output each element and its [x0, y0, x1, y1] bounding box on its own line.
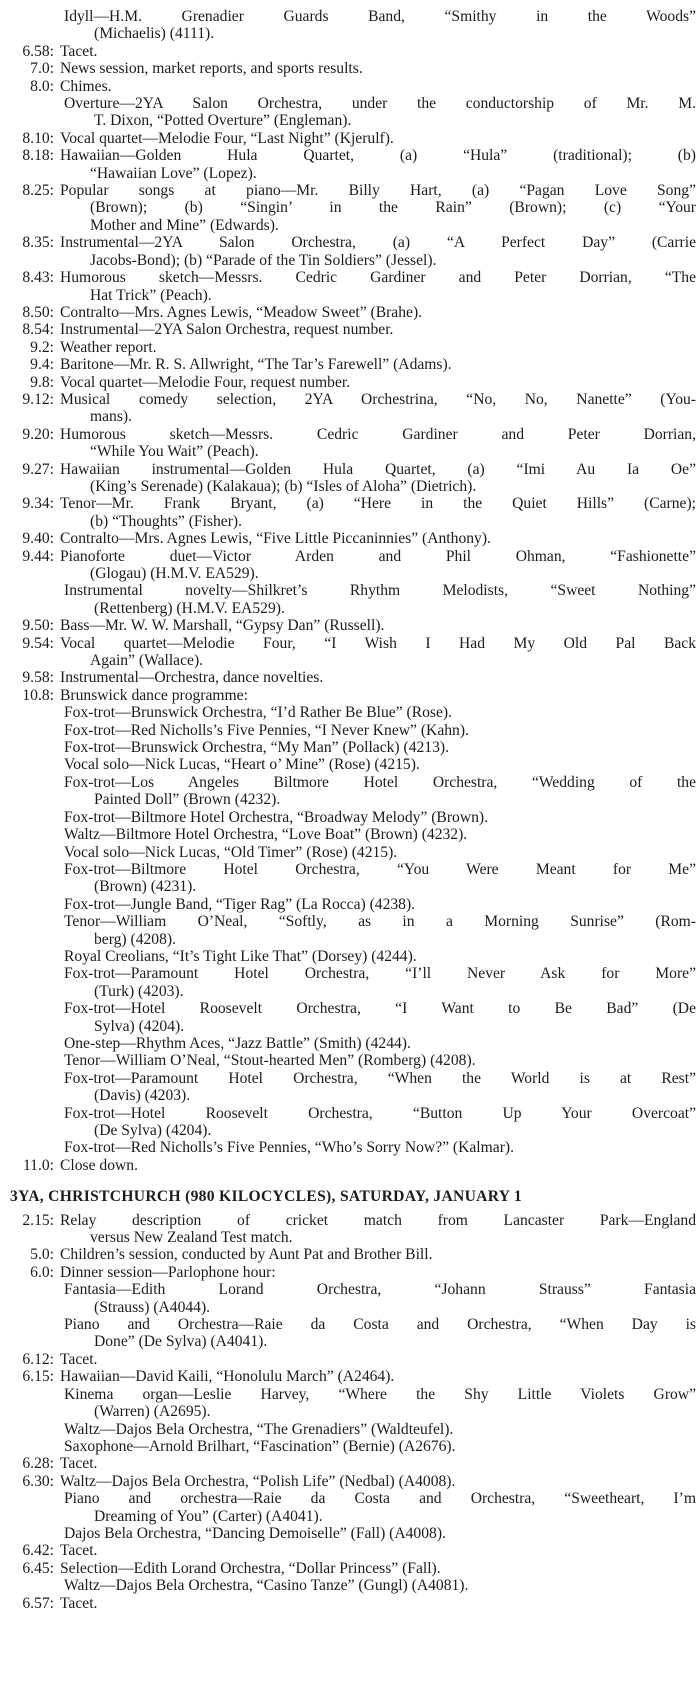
programme-section-2ya — [0, 8, 696, 1174]
programme-entry — [0, 948, 696, 965]
programme-entry — [0, 913, 696, 948]
entry-text — [60, 687, 696, 704]
entry-line: (Turk) (4203). — [94, 982, 184, 1000]
entry-line: Dreaming of You” (Carter) (A4041). — [94, 1507, 323, 1525]
programme-entry — [0, 43, 696, 60]
entry-line: berg) (4208). — [94, 930, 176, 948]
entry-line: Fox-trot—Biltmore Hotel Orchestra, “You Were Meant for Me” — [64, 860, 696, 878]
entry-time: 9.40: — [22, 530, 54, 548]
entry-text — [60, 130, 696, 147]
entry-line: Vocal solo—Nick Lucas, “Heart o’ Mine” (Rose) (4215). — [64, 756, 420, 774]
entry-time: 9.12: — [22, 390, 54, 408]
entry-line: Tacet. — [60, 42, 98, 60]
entry-text — [60, 495, 696, 530]
entry-text — [60, 1000, 696, 1035]
entry-text — [60, 722, 696, 739]
programme-entry — [0, 1281, 696, 1316]
entry-text — [60, 304, 696, 321]
entry-text — [60, 95, 696, 130]
programme-entry — [0, 78, 696, 95]
entry-line: Relay description of cricket match from Lancaster Park—England — [60, 1211, 696, 1229]
programme-entry — [0, 1560, 696, 1577]
programme-entry — [0, 1473, 696, 1490]
entry-line: Royal Creolians, “It’s Tight Like That” (Dorsey) (4244). — [64, 947, 417, 965]
programme-entry — [0, 826, 696, 843]
entry-text — [60, 861, 696, 896]
entry-line: Waltz—Dajos Bela Orchestra, “Casino Tanze” (Gungl) (A4081). — [64, 1577, 469, 1595]
programme-entry — [0, 426, 696, 461]
entry-line: Piano and orchestra—Raie da Costa and Orchestra, “Sweetheart, I’m — [64, 1490, 696, 1508]
entry-line: Instrumental—2YA Salon Orchestra, (a) “A Perfect Day” (Carrie — [60, 234, 696, 252]
entry-text — [60, 1264, 696, 1281]
entry-time: 5.0: — [30, 1246, 54, 1264]
entry-line: (Rettenberg) (H.M.V. EA529). — [94, 599, 285, 617]
entry-line: Contralto—Mrs. Agnes Lewis, “Five Little Piccaninnies” (Anthony). — [60, 530, 491, 548]
entry-line: (King’s Serenade) (Kalakaua); (b) “Isles of Aloha” (Dietrich). — [90, 477, 477, 495]
entry-line: Vocal quartet—Melodie Four, “Last Night” (Kjerulf). — [60, 129, 394, 147]
entry-line: Idyll—H.M. Grenadier Guards Band, “Smithy in the Woods” — [64, 8, 696, 25]
entry-text — [60, 1542, 696, 1559]
entry-line: Fox-trot—Los Angeles Biltmore Hotel Orchestra, “Wedding of the — [64, 773, 696, 791]
programme-entry — [0, 965, 696, 1000]
entry-line: Tenor—Mr. Frank Bryant, (a) “Here in the Quiet Hills” (Carne); — [60, 495, 696, 513]
entry-line: Vocal quartet—Melodie Four, request number. — [60, 373, 351, 391]
entry-text — [60, 1035, 696, 1052]
entry-line: “While You Wait” (Peach). — [90, 443, 259, 461]
programme-entry — [0, 756, 696, 773]
entry-text — [60, 182, 696, 234]
entry-text — [60, 60, 696, 77]
entry-text — [60, 356, 696, 373]
entry-time: 11.0: — [22, 1156, 54, 1174]
programme-entry — [0, 1577, 696, 1594]
entry-line: Tacet. — [60, 1455, 98, 1473]
entry-time: 9.44: — [22, 547, 54, 565]
entry-text — [60, 234, 696, 269]
programme-entry — [0, 548, 696, 583]
entry-line: Fox-trot—Biltmore Hotel Orchestra, “Broadway Melody” (Brown). — [64, 808, 488, 826]
entry-text — [60, 1368, 696, 1385]
entry-time: 8.0: — [30, 77, 54, 95]
entry-time: 9.8: — [30, 373, 54, 391]
entry-text — [60, 774, 696, 809]
entry-line: Hawaiian—David Kaili, “Honolulu March” (A2464). — [60, 1368, 395, 1386]
entry-line: (Brown); (b) “Singin’ in the Rain” (Brown); (c) “Your — [90, 199, 696, 217]
entry-line: Again” (Wallace). — [90, 652, 204, 670]
programme-entry — [0, 1070, 696, 1105]
entry-time: 6.28: — [22, 1455, 54, 1473]
entry-text — [60, 1473, 696, 1490]
entry-text — [60, 78, 696, 95]
programme-entry — [0, 391, 696, 426]
programme-entry — [0, 1264, 696, 1281]
programme-entry — [0, 687, 696, 704]
programme-entry — [0, 95, 696, 130]
entry-line: Baritone—Mr. R. S. Allwright, “The Tar’s Farewell” (Adams). — [60, 356, 452, 374]
entry-time: 6.12: — [22, 1350, 54, 1368]
programme-entry — [0, 1035, 696, 1052]
entry-text — [60, 461, 696, 496]
entry-time: 9.2: — [30, 338, 54, 356]
entry-text — [60, 617, 696, 634]
programme-entry — [0, 582, 696, 617]
entry-text — [60, 756, 696, 773]
entry-line: (De Sylva) (4204). — [94, 1122, 212, 1139]
entry-line: Vocal solo—Nick Lucas, “Old Timer” (Rose) (4215). — [64, 843, 398, 861]
entry-time: 9.20: — [22, 425, 54, 443]
programme-entry — [0, 722, 696, 739]
entry-line: (Michaelis) (4111). — [94, 25, 215, 43]
entry-line: (b) “Thoughts” (Fisher). — [90, 512, 243, 530]
entry-text — [60, 339, 696, 356]
entry-time: 6.42: — [22, 1542, 54, 1560]
entry-line: Bass—Mr. W. W. Marshall, “Gypsy Dan” (Russell). — [60, 617, 385, 635]
entry-text — [60, 1246, 696, 1263]
entry-text — [60, 1316, 696, 1351]
programme-entry — [0, 635, 696, 670]
entry-line: Children’s session, conducted by Aunt Pat and Brother Bill. — [60, 1246, 433, 1264]
entry-line: Chimes. — [60, 77, 112, 95]
programme-entry — [0, 1490, 696, 1525]
entry-time: 6.0: — [30, 1263, 54, 1281]
entry-text — [60, 635, 696, 670]
entry-text — [60, 739, 696, 756]
programme-entry — [0, 809, 696, 826]
entry-text — [60, 269, 696, 304]
entry-line: Tenor—William O’Neal, “Softly, as in a Morning Sunrise” (Rom- — [64, 913, 696, 931]
programme-entry — [0, 8, 696, 43]
entry-text — [60, 1421, 696, 1438]
entry-line: Fox-trot—Red Nicholls’s Five Pennies, “I Never Knew” (Kahn). — [64, 721, 469, 739]
programme-entry — [0, 1157, 696, 1174]
entry-line: versus New Zealand Test match. — [90, 1229, 293, 1247]
programme-entry — [0, 495, 696, 530]
programme-entry — [0, 774, 696, 809]
entry-line: Brunswick dance programme: — [60, 686, 248, 704]
entry-text — [60, 1212, 696, 1247]
programme-entry — [0, 1351, 696, 1368]
entry-time: 9.54: — [22, 634, 54, 652]
entry-line: Hawaiian—Golden Hula Quartet, (a) “Hula” (traditional); (b) — [60, 147, 696, 165]
entry-line: Musical comedy selection, 2YA Orchestrina, “No, No, Nanette” (You- — [60, 390, 696, 408]
entry-text — [60, 948, 696, 965]
entry-text — [60, 530, 696, 547]
entry-line: Instrumental novelty—Shilkret’s Rhythm Melodists, “Sweet Nothing” — [64, 582, 696, 600]
entry-line: Vocal quartet—Melodie Four, “I Wish I Had My Old Pal Back — [60, 634, 696, 652]
entry-line: Hat Trick” (Peach). — [90, 286, 212, 304]
entry-line: Close down. — [60, 1156, 138, 1174]
entry-text — [60, 391, 696, 426]
entry-line: Tacet. — [60, 1350, 98, 1368]
entry-line: Sylva) (4204). — [94, 1017, 185, 1035]
entry-line: Saxophone—Arnold Brilhart, “Fascination” (Bernie) (A2676). — [64, 1437, 456, 1455]
entry-line: Fox-trot—Hotel Roosevelt Orchestra, “I Want to Be Bad” (De — [64, 1000, 696, 1018]
entry-line: Selection—Edith Lorand Orchestra, “Dollar Princess” (Fall). — [60, 1559, 441, 1577]
entry-text — [60, 1525, 696, 1542]
entry-line: Contralto—Mrs. Agnes Lewis, “Meadow Sweet” (Brahe). — [60, 303, 423, 321]
programme-entry — [0, 1455, 696, 1472]
entry-line: (Davis) (4203). — [94, 1087, 191, 1105]
entry-time: 9.58: — [22, 669, 54, 687]
entry-line: “Hawaiian Love” (Lopez). — [90, 164, 257, 182]
entry-line: (Strauss) (A4044). — [94, 1298, 211, 1316]
programme-entry — [0, 1316, 696, 1351]
programme-entry — [0, 339, 696, 356]
programme-entry — [0, 1542, 696, 1559]
entry-text — [60, 43, 696, 60]
entry-line: Pianoforte duet—Victor Arden and Phil Ohman, “Fashionette” — [60, 547, 696, 565]
entry-line: Waltz—Dajos Bela Orchestra, “The Grenadiers” (Waldteufel). — [64, 1420, 454, 1438]
entry-line: Tenor—William O’Neal, “Stout-hearted Men” (Romberg) (4208). — [64, 1052, 476, 1070]
programme-entry — [0, 304, 696, 321]
programme-entry — [0, 1595, 696, 1612]
entry-text — [60, 548, 696, 583]
entry-text — [60, 1386, 696, 1421]
entry-line: Instrumental—2YA Salon Orchestra, request number. — [60, 321, 394, 339]
entry-time: 6.15: — [22, 1368, 54, 1386]
programme-entry — [0, 269, 696, 304]
entry-time: 6.58: — [22, 42, 54, 60]
entry-text — [60, 426, 696, 461]
entry-text — [60, 844, 696, 861]
entry-time: 9.4: — [30, 356, 54, 374]
entry-line: Fox-trot—Brunswick Orchestra, “I’d Rather Be Blue” (Rose). — [64, 704, 453, 722]
entry-line: Humorous sketch—Messrs. Cedric Gardiner and Peter Dorrian, — [60, 425, 696, 443]
programme-entry — [0, 861, 696, 896]
entry-line: Tacet. — [60, 1542, 98, 1560]
entry-text — [60, 1455, 696, 1472]
entry-line: Mother and Mine” (Edwards). — [90, 216, 279, 234]
entry-line: Fox-trot—Paramount Hotel Orchestra, “When the World is at Rest” — [64, 1069, 696, 1087]
programme-entry — [0, 1139, 696, 1156]
programme-entry — [0, 374, 696, 391]
entry-text — [60, 374, 696, 391]
station-heading: 3YA, CHRISTCHURCH (980 KILOCYCLES), SATURDAY, JANUARY 1 — [10, 1188, 522, 1206]
entry-time: 8.35: — [22, 234, 54, 252]
entry-line: Fox-trot—Hotel Roosevelt Orchestra, “Button Up Your Overcoat” — [64, 1104, 696, 1122]
entry-text — [60, 1577, 696, 1594]
entry-line: Weather report. — [60, 338, 157, 356]
programme-entry — [0, 1000, 696, 1035]
entry-time: 8.18: — [22, 147, 54, 165]
entry-text — [60, 1052, 696, 1069]
entry-line: Piano and Orchestra—Raie da Costa and Orchestra, “When Day is — [64, 1316, 696, 1334]
programme-entry — [0, 321, 696, 338]
programme-entry — [0, 60, 696, 77]
entry-time: 7.0: — [30, 60, 54, 78]
entry-time: 6.57: — [22, 1594, 54, 1612]
programme-entry — [0, 182, 696, 234]
entry-text — [60, 1560, 696, 1577]
entry-line: Fox-trot—Paramount Hotel Orchestra, “I’ll Never Ask for More” — [64, 965, 696, 983]
entry-text — [60, 809, 696, 826]
programme-entry — [0, 1525, 696, 1542]
programme-entry — [0, 669, 696, 686]
entry-time: 9.27: — [22, 460, 54, 478]
entry-text — [60, 1157, 696, 1174]
programme-entry — [0, 896, 696, 913]
entry-time: 8.43: — [22, 269, 54, 287]
entry-line: Popular songs at piano—Mr. Billy Hart, (a) “Pagan Love Song” — [60, 182, 696, 200]
entry-time: 8.50: — [22, 303, 54, 321]
entry-line: Humorous sketch—Messrs. Cedric Gardiner and Peter Dorrian, “The — [60, 269, 696, 287]
entry-line: (Warren) (A2695). — [94, 1403, 211, 1421]
entry-text — [60, 147, 696, 182]
entry-text — [60, 965, 696, 1000]
entry-time: 8.10: — [22, 129, 54, 147]
programme-entry — [0, 1212, 696, 1247]
entry-line: Overture—2YA Salon Orchestra, under the conductorship of Mr. M. — [64, 95, 696, 113]
entry-text — [60, 582, 696, 617]
programme-entry — [0, 1105, 696, 1140]
programme-entry — [0, 530, 696, 547]
programme-entry — [0, 739, 696, 756]
programme-entry — [0, 844, 696, 861]
entry-line: Dajos Bela Orchestra, “Dancing Demoiselle” (Fall) (A4008). — [64, 1524, 446, 1542]
entry-line: Dinner session—Parlophone hour: — [60, 1263, 276, 1281]
programme-entry — [0, 130, 696, 147]
entry-time: 6.30: — [22, 1472, 54, 1490]
programme-entry — [0, 1052, 696, 1069]
entry-line: Hawaiian instrumental—Golden Hula Quartet, (a) “Imi Au Ia Oe” — [60, 460, 696, 478]
entry-text — [60, 826, 696, 843]
entry-text — [60, 321, 696, 338]
entry-line: One-step—Rhythm Aces, “Jazz Battle” (Smith) (4244). — [64, 1034, 411, 1052]
entry-line: Done” (De Sylva) (A4041). — [94, 1333, 268, 1351]
entry-line: Instrumental—Orchestra, dance novelties. — [60, 669, 324, 687]
entry-line: Fox-trot—Red Nicholls’s Five Pennies, “Who’s Sorry Now?” (Kalmar). — [64, 1139, 514, 1157]
entry-text — [60, 1281, 696, 1316]
entry-line: News session, market reports, and sports results. — [60, 60, 363, 78]
entry-text — [60, 1490, 696, 1525]
entry-line: (Brown) (4231). — [94, 878, 197, 896]
entry-time: 8.54: — [22, 321, 54, 339]
entry-time: 2.15: — [22, 1211, 54, 1229]
entry-text — [60, 669, 696, 686]
entry-line: mans). — [90, 408, 133, 426]
programme-entry — [0, 1246, 696, 1263]
programme-entry — [0, 234, 696, 269]
programme-entry — [0, 1438, 696, 1455]
entry-text — [60, 704, 696, 721]
programme-entry — [0, 1368, 696, 1385]
programme-section-3ya — [0, 1212, 696, 1612]
entry-text — [60, 913, 696, 948]
programme-entry — [0, 356, 696, 373]
programme-entry — [0, 147, 696, 182]
entry-time: 6.45: — [22, 1559, 54, 1577]
programme-entry — [0, 461, 696, 496]
entry-line: (Glogau) (H.M.V. EA529). — [90, 565, 259, 582]
entry-text — [60, 1595, 696, 1612]
entry-text — [60, 896, 696, 913]
programme-entry — [0, 704, 696, 721]
entry-text — [60, 1070, 696, 1105]
programme-entry — [0, 617, 696, 634]
entry-text — [60, 1139, 696, 1156]
entry-text — [60, 1351, 696, 1368]
entry-line: Waltz—Dajos Bela Orchestra, “Polish Life” (Nedbal) (A4008). — [60, 1472, 456, 1490]
entry-line: Fantasia—Edith Lorand Orchestra, “Johann Strauss” Fantasia — [64, 1281, 696, 1299]
entry-line: Jacobs-Bond); (b) “Parade of the Tin Soldiers” (Jessel). — [90, 251, 437, 269]
entry-line: Tacet. — [60, 1594, 98, 1612]
entry-line: Fox-trot—Brunswick Orchestra, “My Man” (Pollack) (4213). — [64, 739, 449, 757]
entry-line: T. Dixon, “Potted Overture” (Engleman). — [94, 112, 352, 130]
entry-line: Waltz—Biltmore Hotel Orchestra, “Love Boat” (Brown) (4232). — [64, 826, 468, 844]
programme-entry — [0, 1386, 696, 1421]
entry-text — [60, 1105, 696, 1140]
entry-line: Kinema organ—Leslie Harvey, “Where the Shy Little Violets Grow” — [64, 1385, 696, 1403]
entry-text — [60, 8, 696, 43]
entry-time: 10.8: — [22, 686, 54, 704]
entry-line: Fox-trot—Jungle Band, “Tiger Rag” (La Rocca) (4238). — [64, 895, 416, 913]
entry-text — [60, 1438, 696, 1455]
entry-time: 9.34: — [22, 495, 54, 513]
entry-time: 8.25: — [22, 182, 54, 200]
programme-entry — [0, 1421, 696, 1438]
entry-time: 9.50: — [22, 617, 54, 635]
entry-line: Painted Doll” (Brown (4232). — [94, 791, 281, 809]
